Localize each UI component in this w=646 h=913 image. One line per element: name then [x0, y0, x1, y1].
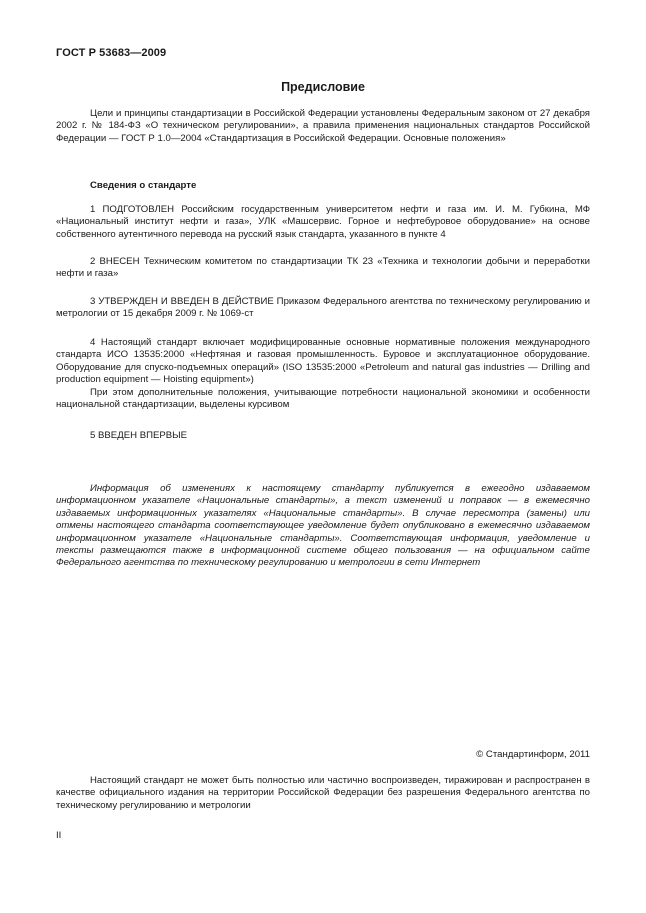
- item-3-approved: 3 УТВЕРЖДЕН И ВВЕДЕН В ДЕЙСТВИЕ Приказом Федерального агентства по техническому регулированию и метрологии от 15 декабря 2009 г. № 1069-ст: [56, 296, 590, 320]
- standard-info-subheading: Сведения о стандарте: [90, 180, 197, 191]
- copyright-line: © Стандартинформ, 2011: [476, 749, 590, 760]
- item-1-prepared: 1 ПОДГОТОВЛЕН Российским государственным университетом нефти и газа им. И. М. Губкина, МФ «Национальный институт нефти и газа», УЛК «Машсервис. Горное и нефтебуровое оборудование» на основе собственного аутентичного перевода на русский язык стандарта, указанного в пункте 4: [56, 204, 590, 240]
- document-code-header: ГОСТ Р 53683—2009: [56, 47, 167, 59]
- preface-intro: Цели и принципы стандартизации в Российской Федерации установлены Федеральным законом от 27 декабря 2002 г. № 184-ФЗ «О техническом регулировании», а правила применения национальных стандартов Российской Федерации — ГОСТ Р 1.0—2004 «Стандартизация в Российской Федерации. Основные положения»: [56, 108, 590, 144]
- item-4-note: При этом дополнительные положения, учитывающие потребности национальной экономики и особенности национальной стандартизации, выделены курсивом: [56, 387, 590, 411]
- page-number: II: [56, 830, 62, 841]
- item-2-submitted: 2 ВНЕСЕН Техническим комитетом по стандартизации ТК 23 «Техника и технологии добычи и переработки нефти и газа»: [56, 256, 590, 280]
- item-5-first-introduced: 5 ВВЕДЕН ВПЕРВЫЕ: [90, 430, 188, 441]
- reproduction-notice: Настоящий стандарт не может быть полностью или частично воспроизведен, тиражирован и распространен в качестве официального издания на территории Российской Федерации без разрешения Федерального агентства по техническому регулированию и метрологии: [56, 775, 590, 811]
- info-notice-paragraph: Информация об изменениях к настоящему стандарту публикуется в ежегодно издаваемом информационном указателе «Национальные стандарты», а текст изменений и поправок — в ежемесячно издаваемых информационных указателях «Национальные стандарты». В случае пересмотра (замены) или отмены настоящего стандарта соответствующее уведомление будет опубликовано в ежемесячно издаваемом информационном указателе «Национальные стандарты». Соответствующая информация, уведомление и тексты размещаются также в информационной системе общего пользования — на официальном сайте Федерального агентства по техническому регулированию и метрологии в сети Интернет: [56, 483, 590, 569]
- item-4-content: 4 Настоящий стандарт включает модифицированные основные нормативные положения международного стандарта ИСО 13535:2000 «Нефтяная и газовая промышленность. Буровое и эксплуатационное оборудование. Оборудование для спуско-подъемных операций» (ISO 13535:2000 «Petroleum and natural gas industries — Drilling and production equipment — Hoisting equipment»): [56, 337, 590, 386]
- preface-title: Предисловие: [281, 80, 365, 94]
